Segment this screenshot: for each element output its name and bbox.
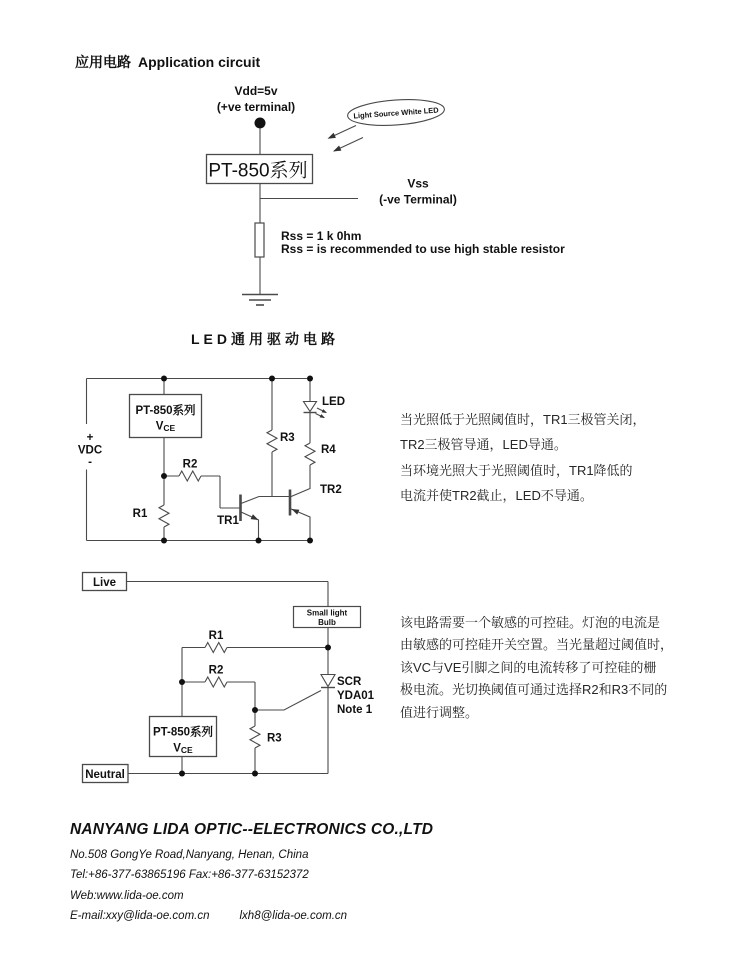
led-label: LED <box>322 396 345 408</box>
pt850-box-label: PT-850系列 <box>208 160 308 182</box>
vce-label <box>173 743 193 756</box>
rss-note-label: Rss = is recommended to use high stable resistor <box>281 242 565 256</box>
vce-sub: CE <box>163 423 176 433</box>
company-email-1: E-mail:xxy@lida-oe.com.cn <box>70 909 210 922</box>
company-address: No.508 GongYe Road,Nanyang, Henan, China <box>70 849 309 861</box>
page-title-en: Application circuit <box>138 54 261 70</box>
scr-label: SCR <box>337 676 362 688</box>
note-line: 电流并使TR2截止，LED不导通。 <box>400 488 593 504</box>
resistor-r1-icon <box>159 505 169 541</box>
note-line: 由敏感的可控硅开关空置。当光量超过阈值时， <box>400 637 674 653</box>
wire <box>127 582 329 607</box>
note-line: 当光照低于光照阈值时，TR1三极管关闭， <box>400 412 646 427</box>
transistor-tr2-icon <box>290 465 310 541</box>
vdc-minus-label: - <box>88 456 92 469</box>
scr-icon <box>321 675 335 774</box>
frame-wire <box>87 379 311 541</box>
vce-v: V <box>155 420 164 433</box>
neutral-label: Neutral <box>85 769 125 781</box>
rss-value-label: Rss = 1 k 0hm <box>281 229 362 243</box>
ground-icon <box>242 295 278 306</box>
company-email-2: lxh8@lida-oe.com.cn <box>239 909 348 922</box>
company-web: Web:www.lida-oe.com <box>70 889 184 902</box>
r1-label: R1 <box>208 630 224 642</box>
vce-sub: CE <box>180 745 193 755</box>
light-source-label: Light Source White LED <box>353 105 439 121</box>
vss-label: Vss <box>407 176 429 191</box>
note-line: 值进行调整。 <box>400 704 479 720</box>
note-line: TR2三极管导通，LED导通。 <box>400 437 567 453</box>
r4-label: R4 <box>321 444 336 456</box>
page-title-cn: 应用电路 <box>75 54 131 70</box>
vdc-label: VDC <box>77 444 103 457</box>
circuit-3-scr-lamp <box>83 573 375 783</box>
pt850-box-label: PT-850系列 <box>152 726 214 739</box>
company-email-line <box>70 906 433 926</box>
r2-label: R2 <box>182 458 198 471</box>
vdd-label: Vdd=5v <box>234 84 278 98</box>
resistor-r2-icon <box>182 677 255 710</box>
scr-part-label: YDA01 <box>337 690 375 702</box>
resistor-r3-icon <box>250 710 260 774</box>
light-rays-icon <box>328 126 364 152</box>
r2-label: R2 <box>208 664 224 677</box>
vce-label <box>156 421 176 434</box>
vdc-plus-label: + <box>86 432 94 444</box>
note-line: 极电流。光切换阈值可通过选择R2和R3不同的 <box>400 682 668 698</box>
bulb-label-1: Small light <box>306 608 348 618</box>
circuit-2-led-driver <box>78 376 345 544</box>
transistor-tr1-icon <box>241 495 291 541</box>
company-name: NANYANG LIDA OPTIC--ELECTRONICS CO.,LTD <box>70 821 434 838</box>
live-label: Live <box>92 577 117 589</box>
scr-note-label: Note 1 <box>337 704 373 716</box>
circuit-3-description <box>400 612 673 724</box>
tr1-label: TR1 <box>217 515 239 527</box>
pt850-box-label: PT-850系列 <box>135 405 196 417</box>
scr-gate-wire <box>255 691 321 711</box>
company-tel-fax: Tel:+86-377-63865196 Fax:+86-377-63152372 <box>70 869 309 882</box>
resistor-r4-icon <box>305 413 315 466</box>
vce-v: V <box>173 742 181 755</box>
r1-label: R1 <box>132 508 148 520</box>
circuit-2-description <box>400 407 646 509</box>
circuit-2-caption: LED通用驱动电路 <box>191 331 339 347</box>
note-line: 该电路需要一个敏感的可控硅。灯泡的电流是 <box>400 615 661 630</box>
company-footer <box>70 821 433 926</box>
bulb-label-2: Bulb <box>318 618 336 627</box>
resistor-r2-icon <box>164 471 241 508</box>
light-source-bubble <box>347 97 446 129</box>
tr2-label: TR2 <box>320 484 342 496</box>
resistor-r1-icon <box>182 643 328 653</box>
terminal-dot-icon <box>255 118 266 129</box>
vdd-sub-label: (+ve terminal) <box>216 100 296 114</box>
r3-label: R3 <box>267 732 282 745</box>
vss-sub-label: (-ve Terminal) <box>379 192 457 207</box>
r3-label: R3 <box>280 432 295 444</box>
wire <box>260 184 358 224</box>
resistor-rss-icon <box>255 223 264 257</box>
note-line: 当环境光照大于光照阈值时，TR1降低的 <box>400 462 633 478</box>
circuit-1-application <box>207 84 566 305</box>
resistor-r3-icon <box>267 379 277 497</box>
note-line: 该VC与VE引脚之间的电流转移了可控硅的栅 <box>400 659 657 675</box>
